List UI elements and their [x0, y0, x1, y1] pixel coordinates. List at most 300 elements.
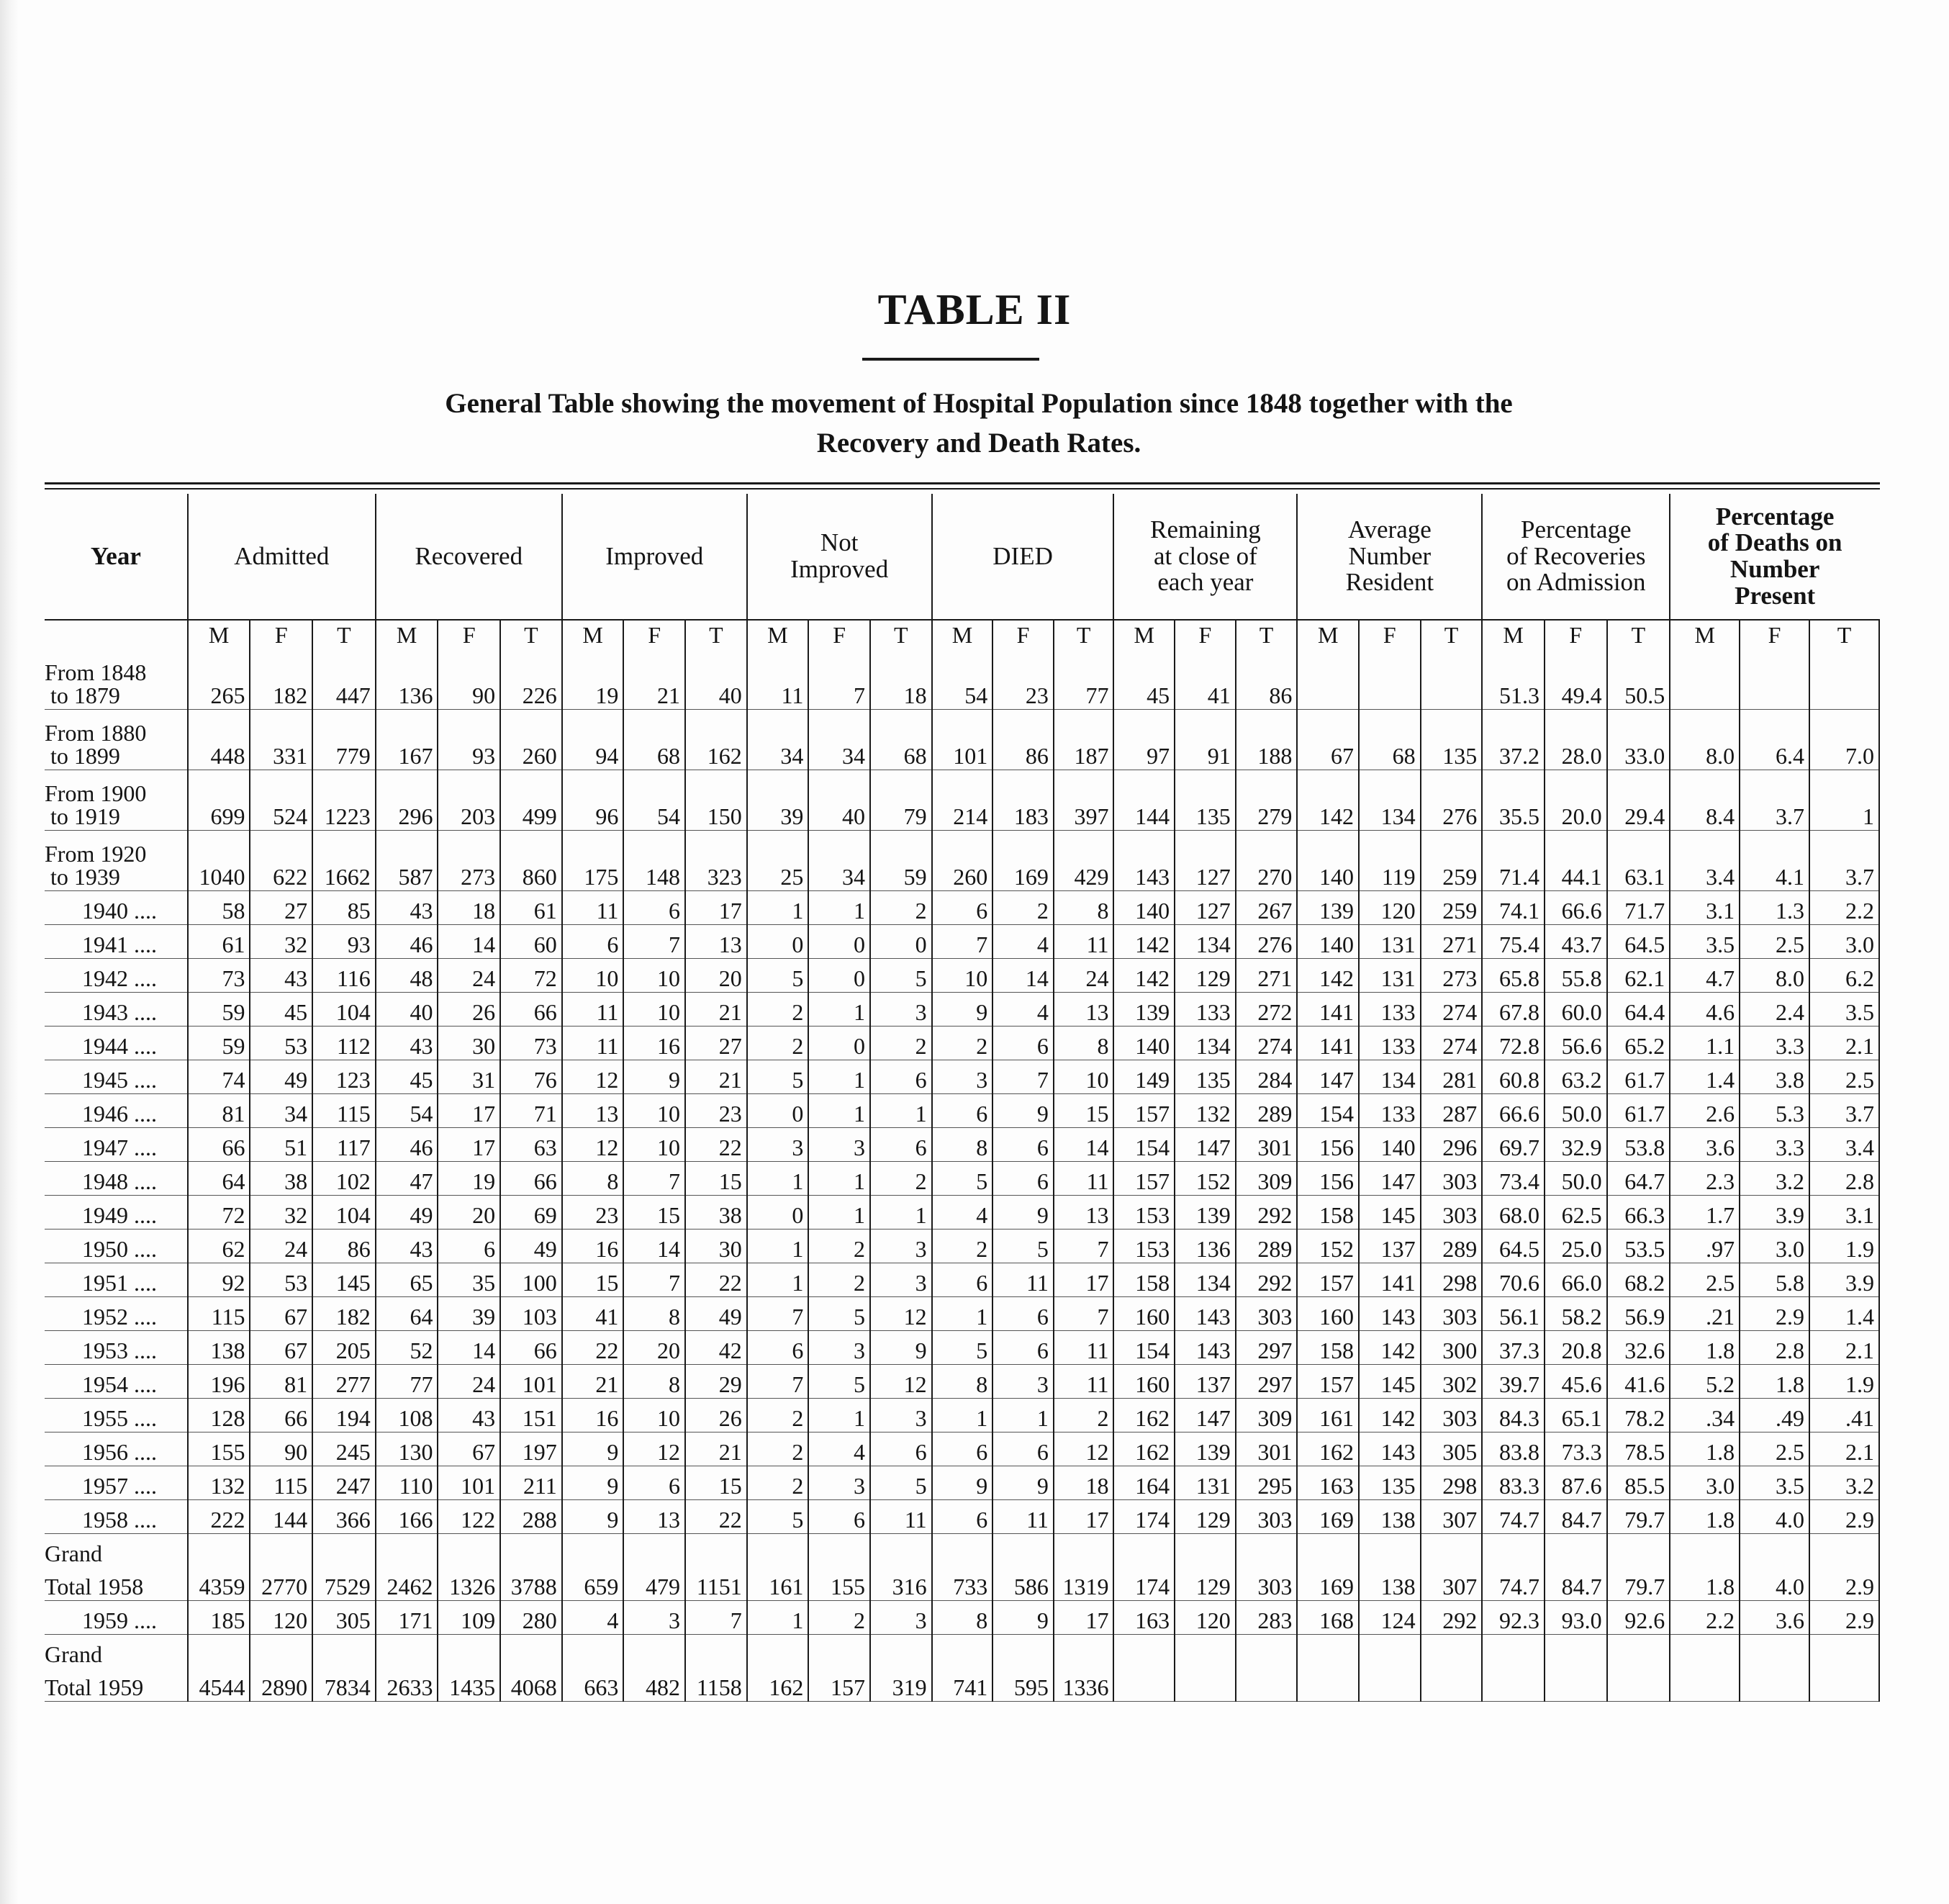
cell-died-f: 2: [992, 891, 1054, 925]
cell-recovered-f: 39: [438, 1297, 500, 1331]
cell-recovered-f: 17: [438, 1128, 500, 1162]
cell-remaining-at-close-of-each-year-f: 139: [1175, 1432, 1236, 1466]
cell-improved-t: 42: [685, 1331, 747, 1365]
cell-improved-m: [562, 1534, 624, 1568]
cell-average-number-resident-f: [1359, 1668, 1421, 1702]
cell-admitted-m: 4359: [188, 1567, 250, 1601]
cell-not-improved-f: 1: [808, 891, 870, 925]
cell-remaining-at-close-of-each-year-m: 154: [1113, 1128, 1175, 1162]
subheader-percentage-of-recoveries-on-admission-f: F: [1545, 620, 1607, 649]
cell-percentage-of-recoveries-on-admission-f: 87.6: [1545, 1466, 1607, 1500]
cell-remaining-at-close-of-each-year-m: 97: [1113, 710, 1175, 770]
cell-not-improved-f: 1: [808, 993, 870, 1027]
cell-percentage-of-recoveries-on-admission-t: 62.1: [1607, 959, 1670, 993]
cell-remaining-at-close-of-each-year-m: 162: [1113, 1399, 1175, 1432]
row-label: 1944 ....: [45, 1027, 188, 1060]
table-row: [45, 1263, 1879, 1297]
cell-average-number-resident-m: 156: [1297, 1128, 1359, 1162]
cell-average-number-resident-t: [1421, 1668, 1483, 1702]
cell-admitted-m: 185: [188, 1601, 250, 1635]
cell-died-f: 9: [992, 1196, 1054, 1230]
cell-admitted-m: 81: [188, 1094, 250, 1128]
cell-percentage-of-deaths-on-number-present-t: 2.1: [1809, 1331, 1879, 1365]
cell-died-f: 5: [992, 1230, 1054, 1263]
cell-recovered-m: 2462: [376, 1567, 438, 1601]
cell-percentage-of-deaths-on-number-present-m: 3.6: [1670, 1128, 1740, 1162]
cell-average-number-resident-m: 158: [1297, 1331, 1359, 1365]
cell-admitted-t: 447: [312, 649, 376, 710]
cell-admitted-m: 128: [188, 1399, 250, 1432]
cell-died-f: 1: [992, 1399, 1054, 1432]
table-row: [45, 925, 1879, 959]
cell-not-improved-f: [808, 1534, 870, 1568]
cell-died-m: 741: [932, 1668, 993, 1702]
cell-died-m: 101: [932, 710, 993, 770]
cell-admitted-f: 34: [250, 1094, 312, 1128]
cell-remaining-at-close-of-each-year-f: 133: [1175, 993, 1236, 1027]
cell-average-number-resident-f: 133: [1359, 1027, 1421, 1060]
cell-percentage-of-deaths-on-number-present-m: 3.1: [1670, 891, 1740, 925]
cell-admitted-f: 115: [250, 1466, 312, 1500]
cell-died-t: 13: [1054, 1196, 1114, 1230]
cell-died-t: [1054, 1534, 1114, 1568]
cell-recovered-t: 499: [500, 770, 562, 831]
top-rule-thin: [45, 488, 1880, 489]
cell-percentage-of-recoveries-on-admission-m: 75.4: [1482, 925, 1545, 959]
cell-not-improved-f: 2: [808, 1230, 870, 1263]
cell-average-number-resident-t: 305: [1421, 1432, 1483, 1466]
cell-died-f: 6: [992, 1432, 1054, 1466]
cell-remaining-at-close-of-each-year-t: 292: [1236, 1196, 1298, 1230]
cell-average-number-resident-f: [1359, 649, 1421, 710]
cell-average-number-resident-t: 302: [1421, 1365, 1483, 1399]
cell-not-improved-f: 0: [808, 1027, 870, 1060]
cell-percentage-of-deaths-on-number-present-m: [1670, 1534, 1740, 1568]
cell-recovered-t: 100: [500, 1263, 562, 1297]
cell-died-t: 17: [1054, 1500, 1114, 1534]
cell-recovered-f: 203: [438, 770, 500, 831]
cell-died-m: 5: [932, 1162, 993, 1196]
table-row: [45, 770, 1879, 831]
cell-remaining-at-close-of-each-year-t: [1236, 1668, 1298, 1702]
cell-not-improved-m: 11: [747, 649, 809, 710]
cell-died-t: 12: [1054, 1432, 1114, 1466]
cell-recovered-m: 43: [376, 1027, 438, 1060]
cell-died-t: 17: [1054, 1263, 1114, 1297]
cell-remaining-at-close-of-each-year-f: 91: [1175, 710, 1236, 770]
cell-not-improved-t: 3: [870, 1601, 932, 1635]
subtitle-line-2: Recovery and Death Rates.: [816, 427, 1141, 459]
cell-average-number-resident-t: 296: [1421, 1128, 1483, 1162]
cell-improved-t: 40: [685, 649, 747, 710]
cell-percentage-of-recoveries-on-admission-t: 66.3: [1607, 1196, 1670, 1230]
cell-percentage-of-recoveries-on-admission-f: 32.9: [1545, 1128, 1607, 1162]
cell-percentage-of-deaths-on-number-present-f: 4.0: [1740, 1567, 1809, 1601]
cell-died-f: 9: [992, 1601, 1054, 1635]
cell-died-t: 10: [1054, 1060, 1114, 1094]
cell-percentage-of-deaths-on-number-present-f: 3.7: [1740, 770, 1809, 831]
cell-not-improved-m: 3: [747, 1128, 809, 1162]
cell-recovered-t: 288: [500, 1500, 562, 1534]
cell-admitted-f: 144: [250, 1500, 312, 1534]
cell-not-improved-m: 0: [747, 925, 809, 959]
subheader-percentage-of-recoveries-on-admission-t: T: [1607, 620, 1670, 649]
cell-percentage-of-recoveries-on-admission-f: 84.7: [1545, 1500, 1607, 1534]
cell-percentage-of-recoveries-on-admission-t: 68.2: [1607, 1263, 1670, 1297]
cell-remaining-at-close-of-each-year-t: 283: [1236, 1601, 1298, 1635]
cell-not-improved-f: 5: [808, 1365, 870, 1399]
cell-percentage-of-deaths-on-number-present-f: 6.4: [1740, 710, 1809, 770]
cell-admitted-m: 59: [188, 1027, 250, 1060]
cell-average-number-resident-f: 135: [1359, 1466, 1421, 1500]
cell-recovered-m: 77: [376, 1365, 438, 1399]
cell-not-improved-m: 1: [747, 1162, 809, 1196]
subheader-remaining-at-close-of-each-year-t: T: [1236, 620, 1298, 649]
cell-improved-t: 21: [685, 1060, 747, 1094]
cell-recovered-m: 52: [376, 1331, 438, 1365]
cell-improved-t: 15: [685, 1466, 747, 1500]
cell-admitted-f: 53: [250, 1263, 312, 1297]
cell-percentage-of-recoveries-on-admission-t: 78.5: [1607, 1432, 1670, 1466]
cell-admitted-t: 182: [312, 1297, 376, 1331]
cell-died-m: 6: [932, 1432, 993, 1466]
cell-recovered-f: 1326: [438, 1567, 500, 1601]
row-label: 1941 ....: [45, 925, 188, 959]
cell-improved-m: 41: [562, 1297, 624, 1331]
subheader-improved-m: M: [562, 620, 624, 649]
cell-percentage-of-recoveries-on-admission-f: 44.1: [1545, 831, 1607, 891]
cell-died-m: 6: [932, 891, 993, 925]
cell-not-improved-t: [870, 1635, 932, 1669]
cell-admitted-f: 66: [250, 1399, 312, 1432]
cell-not-improved-m: 2: [747, 1432, 809, 1466]
cell-improved-t: 22: [685, 1128, 747, 1162]
cell-recovered-t: 103: [500, 1297, 562, 1331]
cell-admitted-f: 524: [250, 770, 312, 831]
cell-average-number-resident-f: 133: [1359, 1094, 1421, 1128]
table-row: [45, 1567, 1879, 1601]
cell-recovered-t: 63: [500, 1128, 562, 1162]
cell-remaining-at-close-of-each-year-m: 163: [1113, 1601, 1175, 1635]
cell-improved-t: 30: [685, 1230, 747, 1263]
cell-recovered-f: 14: [438, 1331, 500, 1365]
cell-admitted-f: 67: [250, 1331, 312, 1365]
cell-remaining-at-close-of-each-year-f: 143: [1175, 1331, 1236, 1365]
cell-not-improved-m: 2: [747, 1466, 809, 1500]
cell-percentage-of-recoveries-on-admission-m: 84.3: [1482, 1399, 1545, 1432]
cell-recovered-t: 76: [500, 1060, 562, 1094]
row-label: Grand: [45, 1635, 188, 1669]
table-row: [45, 993, 1879, 1027]
cell-remaining-at-close-of-each-year-m: 143: [1113, 831, 1175, 891]
table-row: [45, 1466, 1879, 1500]
cell-remaining-at-close-of-each-year-m: 164: [1113, 1466, 1175, 1500]
cell-average-number-resident-m: 142: [1297, 770, 1359, 831]
cell-average-number-resident-t: 298: [1421, 1263, 1483, 1297]
cell-not-improved-f: 3: [808, 1331, 870, 1365]
cell-remaining-at-close-of-each-year-f: 137: [1175, 1365, 1236, 1399]
cell-percentage-of-recoveries-on-admission-f: 50.0: [1545, 1162, 1607, 1196]
cell-recovered-f: 93: [438, 710, 500, 770]
cell-admitted-t: 115: [312, 1094, 376, 1128]
cell-average-number-resident-f: 134: [1359, 770, 1421, 831]
subheader-improved-t: T: [685, 620, 747, 649]
cell-remaining-at-close-of-each-year-f: 134: [1175, 1263, 1236, 1297]
cell-average-number-resident-m: 160: [1297, 1297, 1359, 1331]
cell-remaining-at-close-of-each-year-f: [1175, 1635, 1236, 1669]
cell-not-improved-f: 40: [808, 770, 870, 831]
cell-remaining-at-close-of-each-year-f: 127: [1175, 891, 1236, 925]
subheader-admitted-t: T: [312, 620, 376, 649]
subheader-recovered-m: M: [376, 620, 438, 649]
cell-improved-t: 21: [685, 993, 747, 1027]
cell-average-number-resident-t: 281: [1421, 1060, 1483, 1094]
cell-percentage-of-recoveries-on-admission-m: 70.6: [1482, 1263, 1545, 1297]
table-row: [45, 1668, 1879, 1702]
table-row: [45, 1635, 1879, 1669]
cell-percentage-of-recoveries-on-admission-m: 83.8: [1482, 1432, 1545, 1466]
cell-percentage-of-recoveries-on-admission-m: 56.1: [1482, 1297, 1545, 1331]
cell-not-improved-m: 1: [747, 1263, 809, 1297]
row-label: From 1900 to 1919: [45, 770, 188, 831]
cell-percentage-of-recoveries-on-admission-t: 53.5: [1607, 1230, 1670, 1263]
cell-recovered-m: 64: [376, 1297, 438, 1331]
cell-remaining-at-close-of-each-year-m: 140: [1113, 1027, 1175, 1060]
cell-not-improved-m: 0: [747, 1094, 809, 1128]
cell-not-improved-m: 5: [747, 1500, 809, 1534]
cell-remaining-at-close-of-each-year-f: 134: [1175, 1027, 1236, 1060]
subheader-not-improved-f: F: [808, 620, 870, 649]
cell-percentage-of-deaths-on-number-present-t: 1: [1809, 770, 1879, 831]
cell-percentage-of-deaths-on-number-present-t: 2.8: [1809, 1162, 1879, 1196]
cell-not-improved-m: 0: [747, 1196, 809, 1230]
cell-not-improved-f: 3: [808, 1466, 870, 1500]
cell-average-number-resident-m: 161: [1297, 1399, 1359, 1432]
cell-average-number-resident-m: 140: [1297, 925, 1359, 959]
cell-admitted-m: 72: [188, 1196, 250, 1230]
row-label: 1950 ....: [45, 1230, 188, 1263]
subheader-average-number-resident-f: F: [1359, 620, 1421, 649]
subheader-recovered-f: F: [438, 620, 500, 649]
cell-died-m: 7: [932, 925, 993, 959]
cell-improved-t: 13: [685, 925, 747, 959]
cell-died-m: 2: [932, 1230, 993, 1263]
cell-not-improved-f: 2: [808, 1601, 870, 1635]
table-row: [45, 1399, 1879, 1432]
cell-died-t: 429: [1054, 831, 1114, 891]
cell-improved-m: 15: [562, 1263, 624, 1297]
cell-percentage-of-deaths-on-number-present-t: 3.2: [1809, 1466, 1879, 1500]
cell-average-number-resident-t: [1421, 649, 1483, 710]
cell-percentage-of-recoveries-on-admission-f: 43.7: [1545, 925, 1607, 959]
cell-admitted-m: 265: [188, 649, 250, 710]
cell-recovered-m: 65: [376, 1263, 438, 1297]
cell-died-m: 9: [932, 1466, 993, 1500]
cell-percentage-of-deaths-on-number-present-f: 1.8: [1740, 1365, 1809, 1399]
cell-remaining-at-close-of-each-year-m: 149: [1113, 1060, 1175, 1094]
header-group-remaining-at-close-of-each-year: Remaining at close of each year: [1113, 494, 1297, 620]
cell-percentage-of-recoveries-on-admission-m: 68.0: [1482, 1196, 1545, 1230]
cell-recovered-t: 72: [500, 959, 562, 993]
cell-improved-t: 26: [685, 1399, 747, 1432]
table-row: [45, 1060, 1879, 1094]
cell-average-number-resident-m: 163: [1297, 1466, 1359, 1500]
cell-average-number-resident-t: 276: [1421, 770, 1483, 831]
table-subtitle: [259, 384, 1699, 463]
cell-improved-t: 22: [685, 1500, 747, 1534]
cell-not-improved-t: [870, 1534, 932, 1568]
cell-died-f: 86: [992, 710, 1054, 770]
cell-admitted-m: 1040: [188, 831, 250, 891]
table-title: TABLE II: [877, 286, 1072, 333]
cell-died-t: 2: [1054, 1399, 1114, 1432]
header-group-admitted: Admitted: [188, 494, 376, 620]
cell-average-number-resident-f: 131: [1359, 959, 1421, 993]
cell-admitted-t: 1223: [312, 770, 376, 831]
cell-average-number-resident-m: 157: [1297, 1365, 1359, 1399]
cell-recovered-t: 66: [500, 1162, 562, 1196]
cell-remaining-at-close-of-each-year-m: 162: [1113, 1432, 1175, 1466]
cell-percentage-of-recoveries-on-admission-f: 84.7: [1545, 1567, 1607, 1601]
cell-percentage-of-recoveries-on-admission-f: 63.2: [1545, 1060, 1607, 1094]
cell-percentage-of-recoveries-on-admission-t: 61.7: [1607, 1060, 1670, 1094]
cell-percentage-of-recoveries-on-admission-f: [1545, 1635, 1607, 1669]
cell-improved-f: 482: [623, 1668, 685, 1702]
cell-percentage-of-recoveries-on-admission-t: 92.6: [1607, 1601, 1670, 1635]
cell-improved-f: 68: [623, 710, 685, 770]
cell-died-t: 15: [1054, 1094, 1114, 1128]
cell-not-improved-m: 2: [747, 993, 809, 1027]
cell-recovered-t: [500, 1534, 562, 1568]
cell-percentage-of-recoveries-on-admission-m: 73.4: [1482, 1162, 1545, 1196]
cell-admitted-t: 7834: [312, 1668, 376, 1702]
row-label: 1940 ....: [45, 891, 188, 925]
cell-improved-f: 8: [623, 1365, 685, 1399]
cell-average-number-resident-f: 137: [1359, 1230, 1421, 1263]
cell-percentage-of-deaths-on-number-present-f: 3.5: [1740, 1466, 1809, 1500]
cell-average-number-resident-m: 142: [1297, 959, 1359, 993]
cell-died-f: 6: [992, 1027, 1054, 1060]
cell-recovered-m: [376, 1534, 438, 1568]
cell-average-number-resident-f: 140: [1359, 1128, 1421, 1162]
cell-admitted-f: 2890: [250, 1668, 312, 1702]
cell-improved-m: 8: [562, 1162, 624, 1196]
table-row: [45, 1534, 1879, 1568]
cell-percentage-of-recoveries-on-admission-f: [1545, 1668, 1607, 1702]
cell-recovered-t: 197: [500, 1432, 562, 1466]
cell-percentage-of-deaths-on-number-present-t: 2.1: [1809, 1027, 1879, 1060]
cell-improved-f: 6: [623, 1466, 685, 1500]
cell-recovered-f: 26: [438, 993, 500, 1027]
cell-average-number-resident-f: 68: [1359, 710, 1421, 770]
cell-average-number-resident-m: 169: [1297, 1500, 1359, 1534]
cell-average-number-resident-m: 141: [1297, 993, 1359, 1027]
cell-admitted-f: 67: [250, 1297, 312, 1331]
cell-not-improved-m: 1: [747, 1601, 809, 1635]
cell-not-improved-t: 0: [870, 925, 932, 959]
cell-recovered-f: [438, 1635, 500, 1669]
cell-recovered-t: 260: [500, 710, 562, 770]
cell-percentage-of-deaths-on-number-present-m: 3.0: [1670, 1466, 1740, 1500]
cell-percentage-of-recoveries-on-admission-m: 74.1: [1482, 891, 1545, 925]
cell-recovered-m: 130: [376, 1432, 438, 1466]
cell-percentage-of-deaths-on-number-present-t: 3.1: [1809, 1196, 1879, 1230]
cell-improved-m: 4: [562, 1601, 624, 1635]
cell-average-number-resident-t: [1421, 1635, 1483, 1669]
cell-recovered-m: 54: [376, 1094, 438, 1128]
cell-died-t: 11: [1054, 1331, 1114, 1365]
cell-improved-m: 16: [562, 1230, 624, 1263]
cell-remaining-at-close-of-each-year-t: [1236, 1534, 1298, 1568]
cell-remaining-at-close-of-each-year-f: 139: [1175, 1196, 1236, 1230]
cell-percentage-of-deaths-on-number-present-m: .34: [1670, 1399, 1740, 1432]
cell-average-number-resident-t: 298: [1421, 1466, 1483, 1500]
cell-not-improved-t: 2: [870, 891, 932, 925]
cell-not-improved-t: 316: [870, 1567, 932, 1601]
cell-died-t: 17: [1054, 1601, 1114, 1635]
population-table: [45, 494, 1880, 1702]
cell-recovered-t: 101: [500, 1365, 562, 1399]
cell-admitted-f: [250, 1534, 312, 1568]
cell-died-f: [992, 1534, 1054, 1568]
cell-improved-m: 12: [562, 1128, 624, 1162]
cell-died-f: 4: [992, 993, 1054, 1027]
row-label: 1955 ....: [45, 1399, 188, 1432]
cell-percentage-of-deaths-on-number-present-f: 5.3: [1740, 1094, 1809, 1128]
cell-recovered-m: [376, 1635, 438, 1669]
cell-remaining-at-close-of-each-year-f: 132: [1175, 1094, 1236, 1128]
cell-remaining-at-close-of-each-year-f: 129: [1175, 1500, 1236, 1534]
cell-not-improved-f: 1: [808, 1094, 870, 1128]
cell-average-number-resident-t: 292: [1421, 1601, 1483, 1635]
cell-average-number-resident-f: [1359, 1635, 1421, 1669]
cell-not-improved-t: 9: [870, 1331, 932, 1365]
cell-died-t: 397: [1054, 770, 1114, 831]
cell-recovered-m: 49: [376, 1196, 438, 1230]
cell-admitted-t: 205: [312, 1331, 376, 1365]
cell-average-number-resident-f: 120: [1359, 891, 1421, 925]
table-body: [45, 649, 1879, 1702]
cell-average-number-resident-t: 259: [1421, 891, 1483, 925]
cell-admitted-t: 194: [312, 1399, 376, 1432]
cell-improved-t: 38: [685, 1196, 747, 1230]
cell-average-number-resident-f: 131: [1359, 925, 1421, 959]
cell-died-t: 11: [1054, 925, 1114, 959]
cell-recovered-f: 30: [438, 1027, 500, 1060]
cell-percentage-of-deaths-on-number-present-m: 1.8: [1670, 1500, 1740, 1534]
cell-percentage-of-recoveries-on-admission-t: 65.2: [1607, 1027, 1670, 1060]
cell-admitted-f: 32: [250, 1196, 312, 1230]
table-row: [45, 1365, 1879, 1399]
cell-died-t: 187: [1054, 710, 1114, 770]
cell-not-improved-f: 0: [808, 925, 870, 959]
cell-percentage-of-recoveries-on-admission-t: [1607, 1635, 1670, 1669]
cell-percentage-of-deaths-on-number-present-t: 6.2: [1809, 959, 1879, 993]
cell-percentage-of-deaths-on-number-present-m: [1670, 649, 1740, 710]
cell-average-number-resident-t: 289: [1421, 1230, 1483, 1263]
row-label: 1946 ....: [45, 1094, 188, 1128]
cell-percentage-of-deaths-on-number-present-t: [1809, 1635, 1879, 1669]
cell-percentage-of-deaths-on-number-present-f: [1740, 1668, 1809, 1702]
cell-percentage-of-deaths-on-number-present-f: 3.6: [1740, 1601, 1809, 1635]
cell-percentage-of-deaths-on-number-present-t: [1809, 1534, 1879, 1568]
cell-recovered-f: 17: [438, 1094, 500, 1128]
cell-percentage-of-recoveries-on-admission-m: 65.8: [1482, 959, 1545, 993]
cell-percentage-of-recoveries-on-admission-t: [1607, 1534, 1670, 1568]
cell-average-number-resident-t: 274: [1421, 1027, 1483, 1060]
cell-not-improved-m: [747, 1635, 809, 1669]
cell-improved-f: 10: [623, 1399, 685, 1432]
